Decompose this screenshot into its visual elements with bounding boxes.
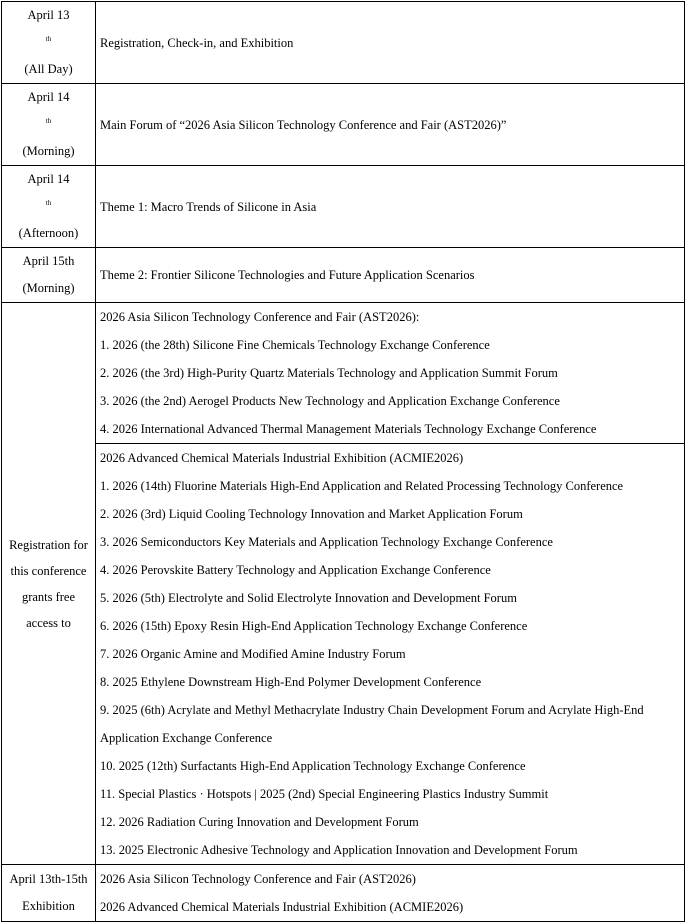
free-access-row xyxy=(2,444,685,865)
date-suffix: th xyxy=(45,35,52,43)
free-access-row xyxy=(2,303,685,444)
list-item: 12. 2026 Radiation Curing Innovation and Development Forum xyxy=(100,815,419,829)
date-main: April 13 xyxy=(27,8,70,22)
list-item: 13. 2025 Electronic Adhesive Technology and Application Innovation and Development Forum xyxy=(100,843,578,857)
date-main: April 15th xyxy=(22,254,75,268)
event-text: Theme 1: Macro Trends of Silicone in Asia xyxy=(100,199,317,214)
list-item: 3. 2026 Semiconductors Key Materials and Application Technology Exchange Conference xyxy=(100,535,553,549)
schedule-row xyxy=(2,248,685,303)
date-cell xyxy=(2,2,96,84)
schedule-row xyxy=(2,84,685,166)
list-item: 7. 2026 Organic Amine and Modified Amine Industry Forum xyxy=(100,647,406,661)
free-access-label-cell xyxy=(2,303,96,865)
date-period: (Afternoon) xyxy=(18,226,79,240)
date-main: April 14 xyxy=(27,172,70,186)
date-cell xyxy=(2,248,96,303)
list-item: 2. 2026 (the 3rd) High-Purity Quartz Materials Technology and Application Summit Forum xyxy=(100,366,558,380)
list-item: 5. 2026 (5th) Electrolyte and Solid Electrolyte Innovation and Development Forum xyxy=(100,591,517,605)
list-item: 9. 2025 (6th) Acrylate and Methyl Methacrylate Industry Chain Development Forum and Acrylate High-End Application Exchange Conference xyxy=(100,703,644,745)
conference-schedule-table xyxy=(1,1,685,922)
date-period: (Morning) xyxy=(22,281,75,295)
date-cell xyxy=(2,84,96,166)
list-item: 11. Special Plastics · Hotspots | 2025 (2nd) Special Engineering Plastics Industry Summit xyxy=(100,787,549,801)
date-suffix: th xyxy=(45,199,52,207)
list-item: 8. 2025 Ethylene Downstream High-End Polymer Development Conference xyxy=(100,675,482,689)
ast-conference-list xyxy=(96,303,685,444)
list-item: 6. 2026 (15th) Epoxy Resin High-End Application Technology Exchange Conference xyxy=(100,619,528,633)
list-item: 2026 Advanced Chemical Materials Industrial Exhibition (ACMIE2026) xyxy=(100,900,464,914)
event-text: Theme 2: Frontier Silicone Technologies and Future Application Scenarios xyxy=(100,268,475,282)
list-item: 4. 2026 International Advanced Thermal Management Materials Technology Exchange Conference xyxy=(100,422,597,436)
date-main: April 13th-15th xyxy=(9,872,88,886)
list-item: 3. 2026 (the 2nd) Aerogel Products New Technology and Application Exchange Conference xyxy=(100,394,560,408)
list-item: 1. 2026 (14th) Fluorine Materials High-End Application and Related Processing Technology Conference xyxy=(100,479,624,493)
date-suffix: th xyxy=(45,117,52,125)
event-cell xyxy=(96,248,685,303)
exhibition-list xyxy=(96,865,685,922)
date-main: April 14 xyxy=(27,90,70,104)
schedule-row xyxy=(2,2,685,84)
list-item: 10. 2025 (12th) Surfactants High-End Application Technology Exchange Conference xyxy=(100,759,526,773)
date-period: (Morning) xyxy=(22,144,75,158)
acmie-conference-list xyxy=(96,444,685,865)
acmie-title: 2026 Advanced Chemical Materials Industrial Exhibition (ACMIE2026) xyxy=(100,451,464,465)
date-cell xyxy=(2,865,96,922)
list-item: 2. 2026 (3rd) Liquid Cooling Technology Innovation and Market Application Forum xyxy=(100,507,523,521)
list-item: 4. 2026 Perovskite Battery Technology and Application Exchange Conference xyxy=(100,563,491,577)
date-period: (All Day) xyxy=(24,62,73,76)
date-period: Exhibition xyxy=(22,899,75,913)
exhibition-row xyxy=(2,865,685,922)
event-text: Registration, Check-in, and Exhibition xyxy=(100,35,294,50)
ast-title: 2026 Asia Silicon Technology Conference and Fair (AST2026): xyxy=(100,310,420,324)
list-item: 1. 2026 (the 28th) Silicone Fine Chemicals Technology Exchange Conference xyxy=(100,338,490,352)
event-cell xyxy=(96,166,685,248)
date-cell xyxy=(2,166,96,248)
event-text: Main Forum of “2026 Asia Silicon Technology Conference and Fair (AST2026)” xyxy=(100,117,507,132)
event-cell xyxy=(96,84,685,166)
schedule-row xyxy=(2,166,685,248)
event-cell xyxy=(96,2,685,84)
list-item: 2026 Asia Silicon Technology Conference and Fair (AST2026) xyxy=(100,872,416,886)
free-access-label: Registration for this conference grants free access to xyxy=(9,537,88,630)
